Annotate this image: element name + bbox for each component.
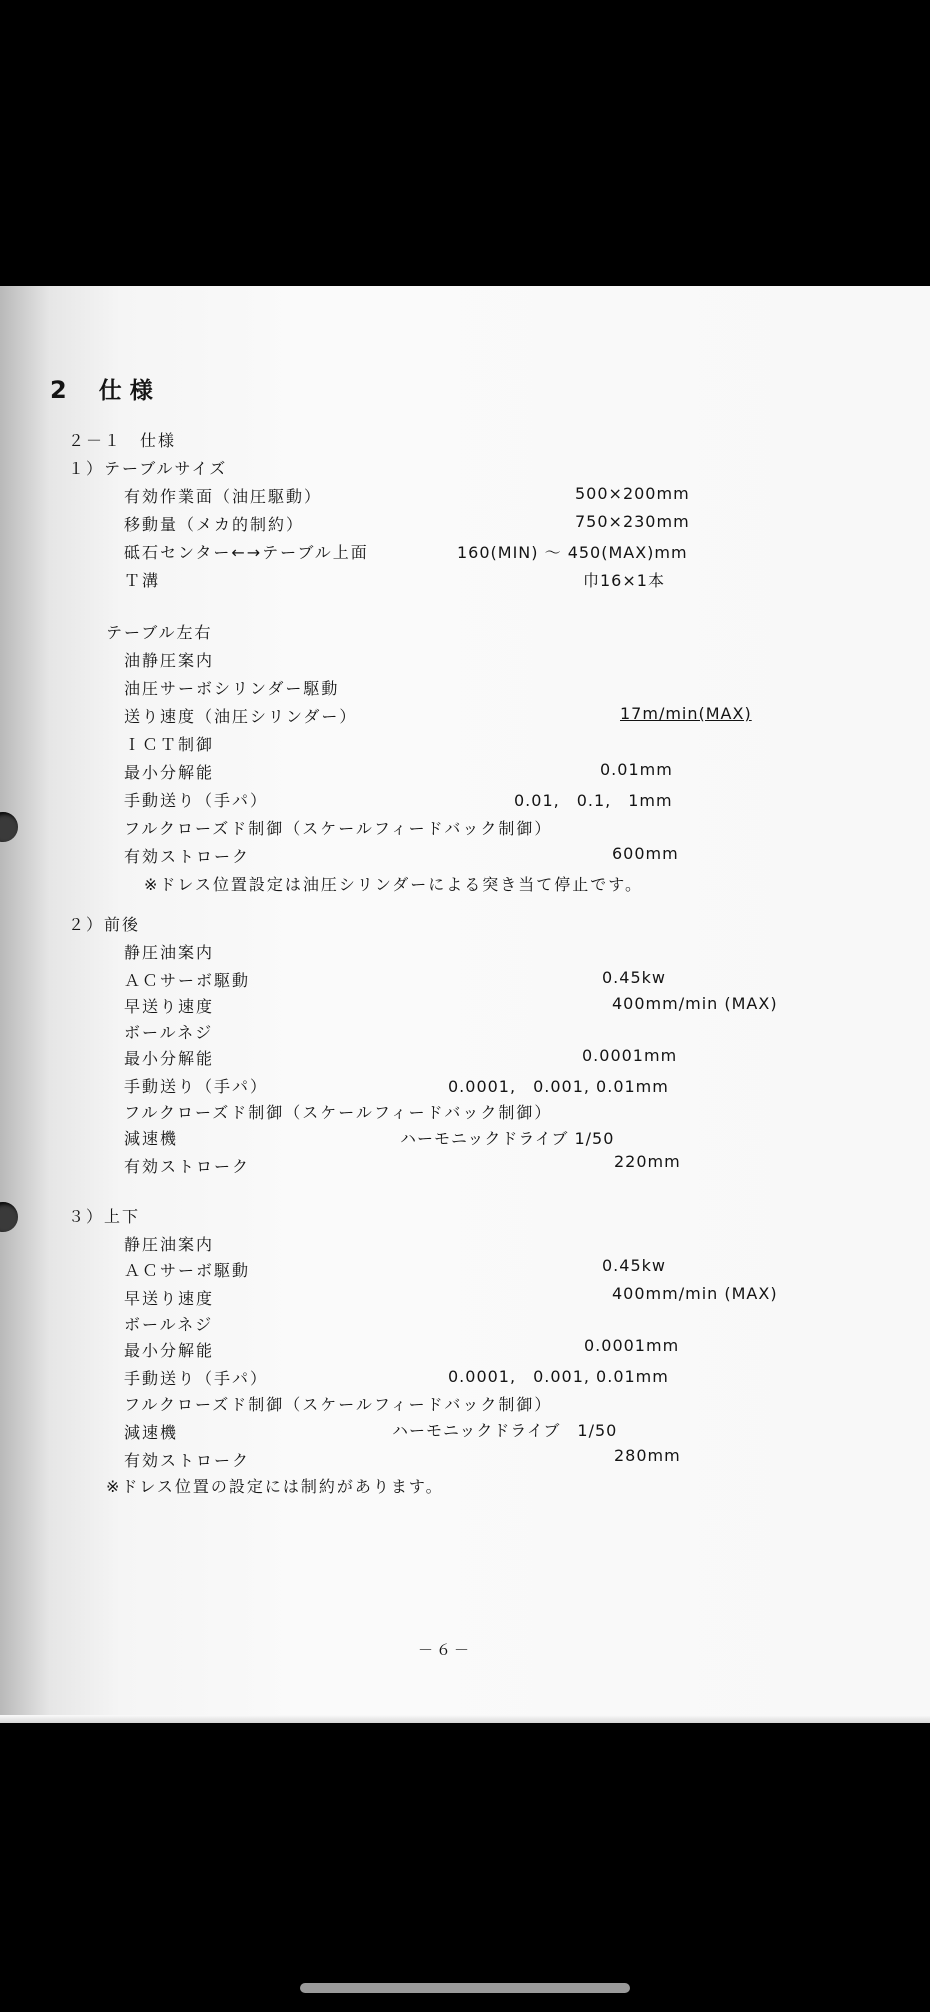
- note: ※ドレス位置の設定には制約があります。: [106, 1477, 444, 1496]
- spec-value: 500×200mm: [575, 484, 690, 503]
- spec-label: フルクローズド制御（スケールフィードバック制御）: [124, 1103, 553, 1122]
- front-back-heading: ２）前後: [68, 915, 141, 934]
- binder-hole: [0, 1202, 18, 1232]
- spec-value: 0.45kw: [602, 968, 666, 987]
- spec-value: ハーモニックドライブ 1/50: [400, 1129, 615, 1148]
- table-size-heading: １）テーブルサイズ: [68, 459, 228, 478]
- spec-value: 160(MIN) ～ 450(MAX)mm: [457, 543, 688, 562]
- page-number: －６－: [418, 1641, 473, 1659]
- spec-label: 最小分解能: [124, 763, 215, 782]
- section-heading: 2 仕様: [50, 376, 161, 404]
- home-indicator[interactable]: [300, 1983, 630, 1993]
- binder-hole: [0, 812, 18, 842]
- spec-label: ＡＣサーボ駆動: [124, 971, 251, 990]
- spec-label: ＩＣＴ制御: [124, 735, 215, 754]
- spec-label: ボールネジ: [124, 1023, 214, 1042]
- spec-label: 最小分解能: [124, 1049, 215, 1068]
- spec-label: フルクローズド制御（スケールフィードバック制御）: [124, 819, 553, 838]
- spec-value: 0.0001, 0.001, 0.01mm: [448, 1367, 669, 1386]
- spec-label: ボールネジ: [124, 1315, 214, 1334]
- spec-label: 最小分解能: [124, 1341, 215, 1360]
- spec-label: 手動送り（手パ）: [124, 791, 269, 810]
- spec-value: 0.0001mm: [584, 1336, 680, 1355]
- note: ※ドレス位置設定は油圧シリンダーによる突き当て停止です。: [144, 875, 644, 894]
- spec-value: 280mm: [614, 1446, 681, 1465]
- spec-label: 静圧油案内: [124, 1235, 215, 1254]
- spec-value: ハーモニックドライブ 1/50: [392, 1421, 618, 1440]
- spec-label: 有効ストローク: [124, 847, 251, 866]
- spec-value: 750×230mm: [575, 512, 690, 531]
- spec-label: 砥石センター←→テーブル上面: [124, 543, 369, 562]
- spec-value: 巾16×1本: [583, 571, 665, 590]
- spec-label: 静圧油案内: [124, 943, 215, 962]
- subsection-heading: ２－１ 仕様: [68, 431, 177, 450]
- spec-label: 油静圧案内: [124, 651, 215, 670]
- spec-label: 減速機: [124, 1423, 179, 1442]
- up-down-heading: ３）上下: [68, 1207, 141, 1226]
- spec-label: 有効ストローク: [124, 1451, 251, 1470]
- spec-label: 早送り速度: [124, 997, 215, 1016]
- spec-label: 送り速度（油圧シリンダー）: [124, 707, 358, 726]
- spec-label: 有効作業面（油圧駆動）: [124, 487, 323, 506]
- spec-value: 17m/min(MAX): [620, 704, 752, 723]
- spec-value: 0.0001, 0.001, 0.01mm: [448, 1077, 669, 1096]
- document-page: [0, 286, 930, 1723]
- spec-label: ＡＣサーボ駆動: [124, 1261, 251, 1280]
- spec-value: 400mm/min (MAX): [612, 994, 778, 1013]
- spec-label: 油圧サーボシリンダー駆動: [124, 679, 340, 698]
- spec-value: 400mm/min (MAX): [612, 1284, 778, 1303]
- spec-label: Ｔ溝: [124, 571, 161, 590]
- spec-value: 600mm: [612, 844, 679, 863]
- spec-label: フルクローズド制御（スケールフィードバック制御）: [124, 1395, 553, 1414]
- spec-value: 0.45kw: [602, 1256, 666, 1275]
- spec-label: 有効ストローク: [124, 1157, 251, 1176]
- spec-label: 減速機: [124, 1129, 179, 1148]
- spec-value: 0.0001mm: [582, 1046, 678, 1065]
- spec-label: 手動送り（手パ）: [124, 1077, 269, 1096]
- spec-label: 移動量（メカ的制約）: [124, 515, 305, 534]
- spec-value: 220mm: [614, 1152, 681, 1171]
- spec-value: 0.01mm: [600, 760, 673, 779]
- spec-label: 手動送り（手パ）: [124, 1369, 269, 1388]
- left-right-heading: テーブル左右: [106, 623, 213, 642]
- spec-value: 0.01, 0.1, 1mm: [514, 791, 673, 810]
- spec-label: 早送り速度: [124, 1289, 215, 1308]
